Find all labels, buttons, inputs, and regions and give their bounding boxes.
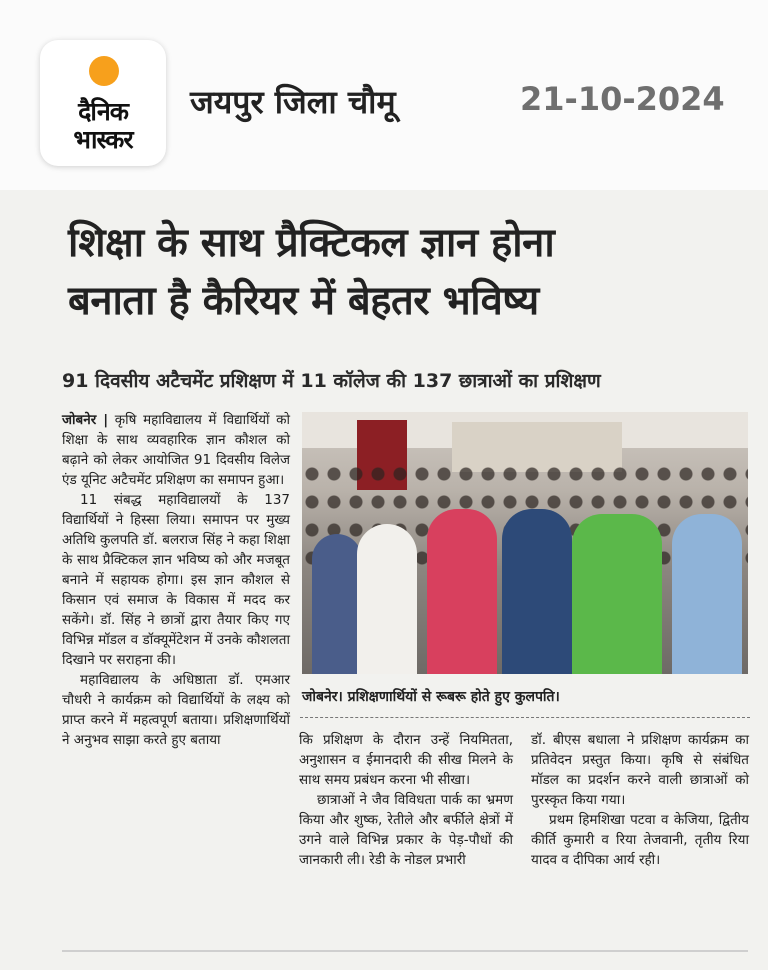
headline-line1: शिक्षा के साथ प्रैक्टिकल ज्ञान होना bbox=[68, 220, 555, 266]
news-photo bbox=[302, 412, 748, 674]
divider bbox=[300, 717, 750, 718]
divider bbox=[62, 950, 748, 952]
edition-date: 21-10-2024 bbox=[520, 80, 725, 118]
paragraph: कृषि महाविद्यालय में विद्यार्थियों को शिक्षा के साथ व्यवहारिक ज्ञान कौशल को बढ़ाने को लेकर आयोजित 91 दिवसीय विलेज एंड यूनिट अटैचमेंट प्रशिक्षण का समापन हुआ। bbox=[62, 412, 290, 488]
article-column-3 bbox=[531, 730, 749, 870]
paragraph: महाविद्यालय के अधिष्ठाता डॉ. एमआर चौधरी ने कार्यक्रम को विद्यार्थियों के लक्ष्य को प्राप्त करने में महत्वपूर्ण बताया। प्रशिक्षणार्थियों ने अनुभव साझा करते हुए बताया bbox=[62, 672, 290, 748]
headline-line2: बनाता है कैरियर में बेहतर भविष्य bbox=[68, 278, 539, 324]
paragraph: डॉ. बीएस बधाला ने प्रशिक्षण कार्यक्रम का प्रतिवेदन प्रस्तुत किया। कृषि से संबंधित मॉडल का प्रदर्शन करने वाली छात्राओं को पुरस्कृत किया गया। bbox=[531, 732, 749, 808]
edition-place: जयपुर जिला चौमू bbox=[190, 83, 396, 121]
logo-text-line2: भास्कर bbox=[73, 125, 133, 154]
dateline: जोबनेर | bbox=[62, 412, 109, 428]
photo-caption: जोबनेर। प्रशिक्षणार्थियों से रूबरू होते हुए कुलपति। bbox=[302, 689, 560, 705]
dainik-bhaskar-logo[interactable] bbox=[40, 40, 166, 166]
article-headline bbox=[68, 214, 718, 330]
logo-text-line1: दैनिक bbox=[78, 97, 128, 126]
paragraph: कि प्रशिक्षण के दौरान उन्हें नियमितता, अनुशासन व ईमानदारी की सीख मिलने के साथ समय प्रबंधन करना भी सीखा। bbox=[299, 732, 513, 788]
paragraph: छात्राओं ने जैव विविधता पार्क का भ्रमण किया और शुष्क, रेतीले और बर्फीले क्षेत्रों में उगने वाले विभिन्न प्रकार के पेड़-पौधों की जानकारी ली। रेडी के नोडल प्रभारी bbox=[299, 792, 513, 868]
app-header bbox=[0, 0, 768, 190]
sun-icon bbox=[89, 56, 119, 86]
paragraph: प्रथम हिमशिखा पटवा व केजिया, द्वितीय कीर्ति कुमारी व रिया तेजवानी, तृतीय रिया यादव व दीपिका आर्य रही। bbox=[531, 812, 749, 868]
article-column-2 bbox=[299, 730, 513, 870]
article-column-1 bbox=[62, 410, 290, 750]
paragraph: 11 संबद्ध महाविद्यालयों के 137 विद्यार्थियों ने हिस्सा लिया। समापन पर मुख्य अतिथि कुलपति डॉ. बलराज सिंह ने कहा शिक्षा के साथ प्रैक्टिकल ज्ञान भविष्य को और मजबूत बनाने में सहायक होगा। इस ज्ञान कौशल से किसान एवं समाज के विकास में मदद कर सकेंगे। डॉ. सिंह ने छात्रों द्वारा तैयार किए गए विभिन्न मॉडल व डॉक्यूमेंटेशन में उनके कौशलता दिखाने पर सराहना की। bbox=[62, 492, 290, 668]
article-subheadline: 91 दिवसीय अटैचमेंट प्रशिक्षण में 11 कॉलेज की 137 छात्राओं का प्रशिक्षण bbox=[62, 370, 601, 392]
